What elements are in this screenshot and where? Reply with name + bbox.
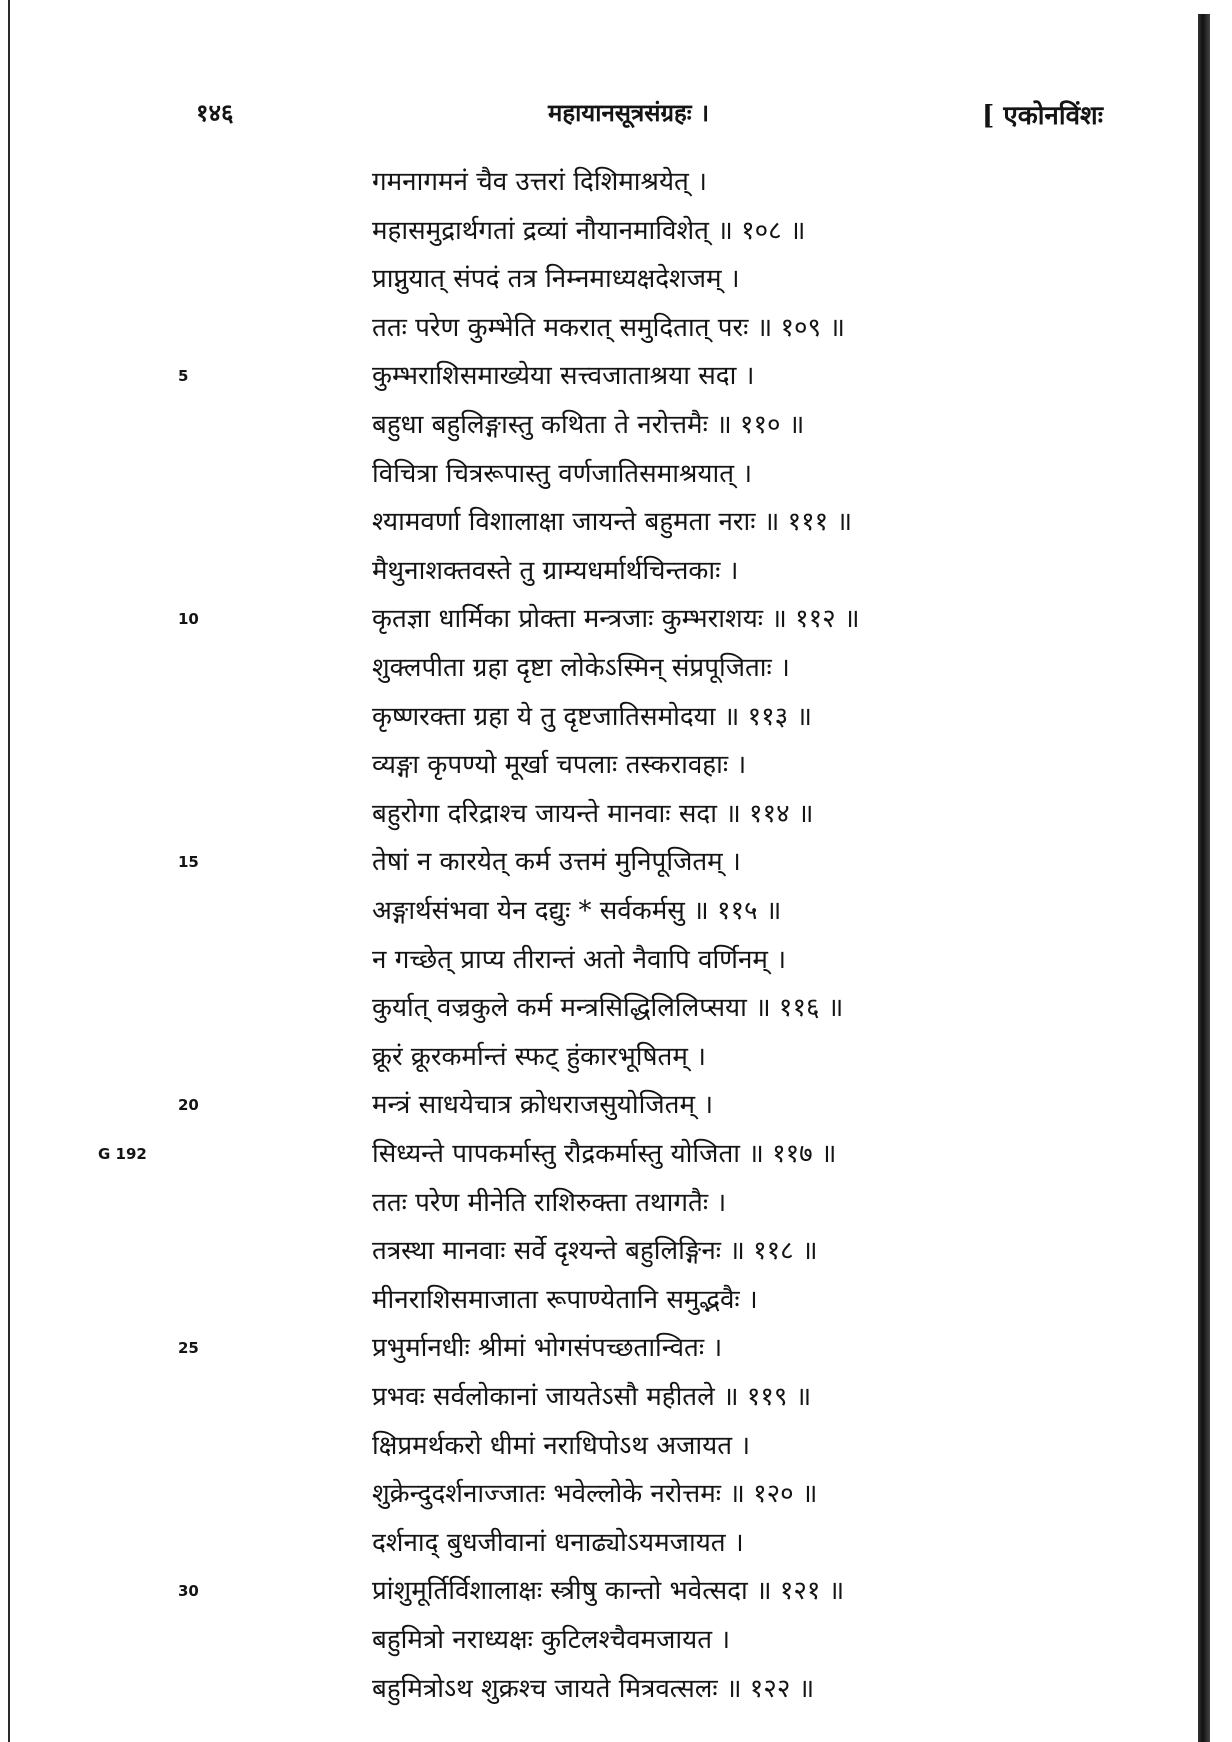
verse-line: कृष्णरक्ता ग्रहा ये तु दृष्टजातिसमोदया ॥ ११३ ॥ xyxy=(372,702,812,732)
verse-line: श्यामवर्णा विशालाक्षा जायन्ते बहुमता नराः ॥ १११ ॥ xyxy=(372,507,853,537)
scan-edge-right xyxy=(1198,14,1210,1742)
page-number: १४६ xyxy=(196,98,234,127)
verse-line: कृतज्ञा धार्मिका प्रोक्ता मन्त्रजाः कुम्भराशयः ॥ ११२ ॥ xyxy=(372,604,860,634)
line-number: 20 xyxy=(178,1096,199,1114)
line-number: 30 xyxy=(178,1582,199,1600)
verse-line: कुर्यात् वज्रकुले कर्म मन्त्रसिद्धिलिलिप्सया ॥ ११६ ॥ xyxy=(372,993,844,1023)
verse-line: बहुमित्रोऽथ शुक्रश्च जायते मित्रवत्सलः ॥ १२२ ॥ xyxy=(372,1674,815,1704)
verse-line: अङ्गार्थसंभवा येन दद्युः * सर्वकर्मसु ॥ ११५ ॥ xyxy=(372,896,782,926)
verse-line: शुक्लपीता ग्रहा दृष्टा लोकेऽस्मिन् संप्रपूजिताः । xyxy=(372,653,790,683)
verse-line: तेषां न कारयेत् कर्म उत्तमं मुनिपूजितम् । xyxy=(372,847,741,877)
verse-line: क्षिप्रमर्थकरो धीमां नराधिपोऽथ अजायत । xyxy=(372,1431,751,1461)
line-number: 5 xyxy=(178,367,189,385)
verse-line: गमनागमनं चैव उत्तरां दिशिमाश्रयेत् । xyxy=(372,167,707,197)
verse-line: विचित्रा चित्ररूपास्तु वर्णजातिसमाश्रयात् । xyxy=(372,459,753,489)
verse-line: शुक्रेन्दुदर्शनाज्जातः भवेल्लोके नरोत्तमः ॥ १२० ॥ xyxy=(372,1479,818,1509)
verse-line: सिध्यन्ते पापकर्मास्तु रौद्रकर्मास्तु योजिता ॥ ११७ ॥ xyxy=(372,1139,837,1169)
verse-line: दर्शनाद् बुधजीवानां धनाढ्योऽयमजायत । xyxy=(372,1528,744,1558)
scan-edge-left xyxy=(8,0,10,1742)
verse-line: क्रूरं क्रूरकर्मान्तं स्फट् हुंकारभूषितम् । xyxy=(372,1042,707,1072)
verse-line: मीनराशिसमाजाता रूपाण्येतानि समुद्भवैः । xyxy=(372,1285,758,1315)
running-title: महायानसूत्रसंग्रहः । xyxy=(548,98,710,127)
verse-line: कुम्भराशिसमाख्येया सत्त्वजाताश्रया सदा । xyxy=(372,361,755,391)
verse-line: बहुमित्रो नराध्यक्षः कुटिलश्चैवमजायत । xyxy=(372,1625,731,1655)
verse-line: प्राप्नुयात् संपदं तत्र निम्नमाध्यक्षदेशजम् । xyxy=(372,264,740,294)
verse-line: प्रभुर्मानधीः श्रीमां भोगसंपच्छतान्वितः । xyxy=(372,1333,723,1363)
verse-line: बहुरोगा दरिद्राश्च जायन्ते मानवाः सदा ॥ ११४ ॥ xyxy=(372,799,814,829)
verse-line: प्रांशुमूर्तिर्विशालाक्षः स्त्रीषु कान्तो भवेत्सदा ॥ १२१ ॥ xyxy=(372,1576,845,1606)
verse-line: बहुधा बहुलिङ्गास्तु कथिता ते नरोत्तमैः ॥ ११० ॥ xyxy=(372,410,805,440)
verse-line: महासमुद्रार्थगतां द्रव्यां नौयानमाविशेत् ॥ १०८ ॥ xyxy=(372,216,806,246)
page-header xyxy=(0,96,1232,136)
verse-line: व्यङ्गा कृपण्यो मूर्खा चपलाः तस्करावहाः । xyxy=(372,750,747,780)
verse-line: तत्रस्था मानवाः सर्वे दृश्यन्ते बहुलिङ्गिनः ॥ ११८ ॥ xyxy=(372,1236,818,1266)
verse-line: ततः परेण मीनेति राशिरुक्ता तथागतैः । xyxy=(372,1188,727,1218)
verse-line: न गच्छेत् प्राप्य तीरान्तं अतो नैवापि वर्णिनम् । xyxy=(372,945,787,975)
verse-line: प्रभवः सर्वलोकानां जायतेऽसौ महीतले ॥ ११९ ॥ xyxy=(372,1382,812,1412)
margin-reference: G 192 xyxy=(98,1145,147,1163)
verse-line: ततः परेण कुम्भेति मकरात् समुदितात् परः ॥ १०९ ॥ xyxy=(372,313,845,343)
line-number: 10 xyxy=(178,610,199,628)
chapter-title: [ एकोनविंशः xyxy=(982,101,1103,131)
verse-line: मन्त्रं साधयेचात्र क्रोधराजसुयोजितम् । xyxy=(372,1090,714,1120)
line-number: 25 xyxy=(178,1339,199,1357)
line-number: 15 xyxy=(178,853,199,871)
verse-line: मैथुनाशक्तवस्ते तु ग्राम्यधर्मार्थचिन्तकाः । xyxy=(372,556,739,586)
